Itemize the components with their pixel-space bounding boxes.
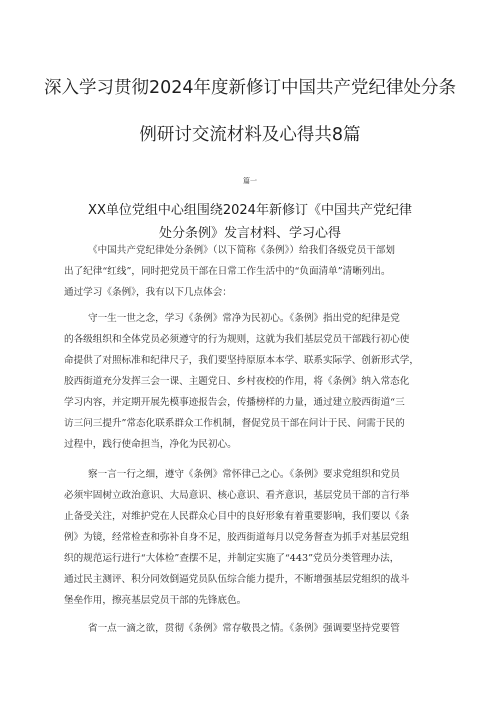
body-line: 命提供了对照标准和纪律尺子，我们要坚持原原本本学、联系实际学、创新形式学， [64,355,419,366]
body-line: 必须牢固树立政治意识、大局意识、核心意识、看齐意识，基层党员干部的言行举 [64,490,410,501]
body-line: 过程中，践行使命担当，净化为民初心。 [64,439,237,450]
document-title-line-1: 深入学习贯彻2024年度新修订中国共产党纪律处分条 [43,78,457,98]
article-title-line-2: 处分条例》发言材料、学习心得 [158,226,341,241]
body-line: 察一言一行之细，遵守《条例》常怀律己之心。《条例》要求党组织和党员 [88,469,400,480]
body-line: 堡垒作用，擦亮基层党员干部的先锋底色。 [64,595,247,606]
body-line: 访三问三提升”常态化联系群众工作机制，督促党员干部在问计于民、问需于民的 [64,418,405,429]
document-title-line-2: 例研讨交流材料及心得共8篇 [139,125,361,145]
body-line: 止备受关注，对维护党在人民群众心目中的良好形象有着重要影响，我们要以《条 [64,511,410,522]
article-title-line-1: XX单位党组中心组围绕2024年新修订《中国共产党纪律 [88,203,412,218]
body-line: 通过民主测评、积分同效倒逼党员队伍综合能力提升，不断增强基层党组织的战斗 [64,574,410,585]
body-line: 胶西街道充分发挥三会一课、主题党日、乡村夜校的作用，将《条例》纳入常态化 [64,376,410,387]
body-line: 的各级组织和全体党员必须遵守的行为规则，这就为我们基层党员干部践行初心使 [64,334,410,345]
body-line: 例》为镜，经常检查和弥补自身不足，胶西街道每月以党务督查为抓手对基层党组 [64,532,410,543]
body-line: 学习内容，并定期开展先模事迹报告会，传播榜样的力量，通过建立胶西街道“三 [64,397,405,408]
body-line: 《中国共产党纪律处分条例》（以下简称《条例》）给我们各级党员干部划 [88,245,395,256]
section-label: 篇一 [243,177,257,185]
body-line: 守一生一世之念，学习《条例》常净为民初心。《条例》指出党的纪律是党 [88,313,400,324]
body-line: 省一点一滴之欲，贯彻《条例》常存敬畏之情。《条例》强调要坚持党要管 [88,623,400,634]
body-line: 通过学习《条例》，我有以下几点体会： [64,287,232,298]
body-line: 织的规范运行进行“大体检”查摆不足，并制定实施了“443”党员分类管理办法， [64,553,400,564]
body-line: 出了纪律“红线”，同时把党员干部在日常工作生活中的“负面清单”清晰列出。 [64,266,391,277]
